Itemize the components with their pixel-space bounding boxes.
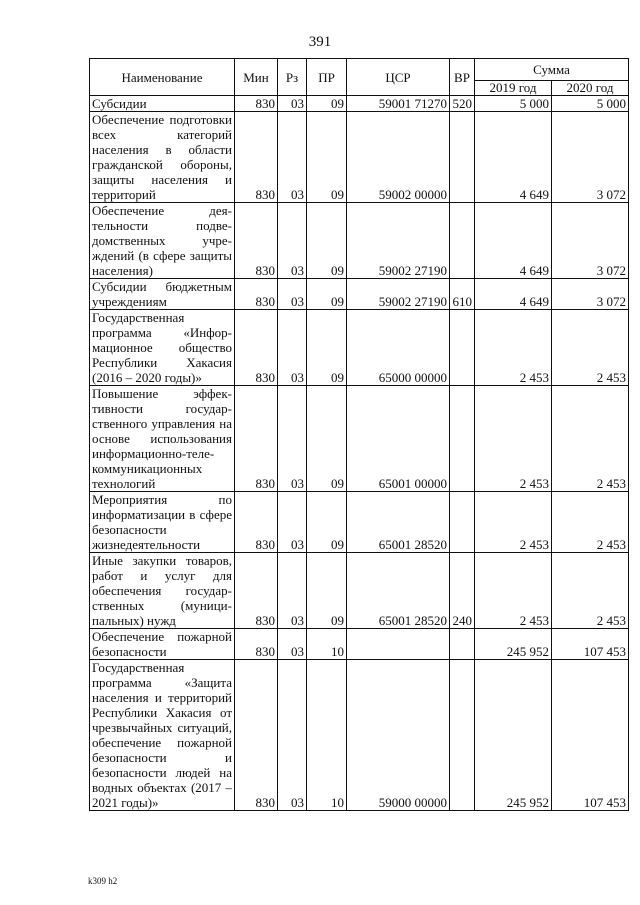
header-rz: Рз: [278, 59, 307, 96]
row-pr: 10: [307, 660, 347, 811]
row-sum-2020: 5 000: [552, 96, 629, 112]
row-vr: [450, 310, 475, 386]
row-name: Обеспечение подготовки всех категорий населения в области гражданской обороны, защиты населения и территорий: [90, 112, 235, 203]
row-pr: 09: [307, 386, 347, 492]
header-vr: ВР: [450, 59, 475, 96]
row-min: 830: [235, 660, 278, 811]
row-pr: 09: [307, 279, 347, 310]
row-sum-2019: 2 453: [475, 310, 552, 386]
row-vr: 240: [450, 553, 475, 629]
row-sum-2020: 3 072: [552, 203, 629, 279]
table-row: [90, 112, 629, 203]
row-csr: 65001 28520: [347, 492, 450, 553]
table-row: [90, 553, 629, 629]
row-min: 830: [235, 386, 278, 492]
row-name: Обеспечение деятельности подведомственных учреждений (в сфере защиты населения): [90, 203, 235, 279]
row-sum-2020: 2 453: [552, 492, 629, 553]
row-min: 830: [235, 96, 278, 112]
row-csr: [347, 629, 450, 660]
row-csr: 59002 27190: [347, 203, 450, 279]
row-rz: 03: [278, 96, 307, 112]
header-sum: Сумма: [475, 59, 629, 81]
row-rz: 03: [278, 629, 307, 660]
row-csr: 65000 00000: [347, 310, 450, 386]
row-vr: [450, 492, 475, 553]
row-csr: 59001 71270: [347, 96, 450, 112]
row-min: 830: [235, 553, 278, 629]
row-pr: 09: [307, 492, 347, 553]
row-rz: 03: [278, 279, 307, 310]
row-sum-2020: 107 453: [552, 629, 629, 660]
row-vr: 610: [450, 279, 475, 310]
row-rz: 03: [278, 203, 307, 279]
row-name: Государственная программа «Защита населения и территорий Республики Хакасия от чрезвычайных ситуаций, обеспечение пожарной безопасности и безопасности людей на водных объектах (2017 – 2021 годы)»: [90, 660, 235, 811]
row-min: 830: [235, 112, 278, 203]
budget-table: [89, 58, 629, 811]
row-vr: [450, 386, 475, 492]
header-min: Мин: [235, 59, 278, 96]
page-number: 391: [308, 34, 332, 50]
row-name: Иные закупки товаров, работ и услуг для обеспечения государственных (муниципальных) нужд: [90, 553, 235, 629]
header-year-2019: 2019 год: [475, 81, 552, 96]
row-sum-2020: 2 453: [552, 310, 629, 386]
row-name: Мероприятия по информатизации в сфере безопасности жизнедеятельности: [90, 492, 235, 553]
row-name: Субсидии: [90, 96, 235, 112]
row-vr: [450, 203, 475, 279]
row-sum-2020: 2 453: [552, 553, 629, 629]
row-sum-2019: 2 453: [475, 492, 552, 553]
row-vr: [450, 629, 475, 660]
row-name: Обеспечение пожарной безопасности: [90, 629, 235, 660]
row-sum-2019: 2 453: [475, 553, 552, 629]
table-row: [90, 279, 629, 310]
row-sum-2019: 245 952: [475, 660, 552, 811]
row-sum-2020: 3 072: [552, 112, 629, 203]
header-name: Наименование: [90, 59, 235, 96]
row-sum-2020: 3 072: [552, 279, 629, 310]
row-vr: [450, 660, 475, 811]
footer-code: k309 h2: [88, 876, 118, 886]
table-row: [90, 203, 629, 279]
header-csr: ЦСР: [347, 59, 450, 96]
table-row: [90, 660, 629, 811]
row-csr: 59002 27190: [347, 279, 450, 310]
table-row: [90, 386, 629, 492]
row-name: Повышение эффективности государственного управления на основе использования информационно-телекоммуникационных технологий: [90, 386, 235, 492]
row-sum-2019: 2 453: [475, 386, 552, 492]
row-sum-2019: 5 000: [475, 96, 552, 112]
row-pr: 09: [307, 96, 347, 112]
row-vr: 520: [450, 96, 475, 112]
row-rz: 03: [278, 310, 307, 386]
row-rz: 03: [278, 553, 307, 629]
row-rz: 03: [278, 386, 307, 492]
row-vr: [450, 112, 475, 203]
row-sum-2019: 245 952: [475, 629, 552, 660]
row-csr: 65001 00000: [347, 386, 450, 492]
row-pr: 10: [307, 629, 347, 660]
row-csr: 59002 00000: [347, 112, 450, 203]
row-sum-2019: 4 649: [475, 279, 552, 310]
row-pr: 09: [307, 310, 347, 386]
table-row: [90, 492, 629, 553]
row-sum-2019: 4 649: [475, 203, 552, 279]
row-csr: 59000 00000: [347, 660, 450, 811]
row-min: 830: [235, 629, 278, 660]
row-min: 830: [235, 203, 278, 279]
table-row: [90, 310, 629, 386]
row-csr: 65001 28520: [347, 553, 450, 629]
header-year-2020: 2020 год: [552, 81, 629, 96]
row-rz: 03: [278, 492, 307, 553]
row-rz: 03: [278, 112, 307, 203]
row-name: Субсидии бюджетным учреждениям: [90, 279, 235, 310]
row-pr: 09: [307, 553, 347, 629]
row-min: 830: [235, 310, 278, 386]
table-row: [90, 96, 629, 112]
row-pr: 09: [307, 203, 347, 279]
row-sum-2020: 2 453: [552, 386, 629, 492]
row-rz: 03: [278, 660, 307, 811]
row-sum-2019: 4 649: [475, 112, 552, 203]
row-name: Государственная программа «Информационное общество Республики Хакасия (2016 – 2020 годы)»: [90, 310, 235, 386]
header-pr: ПР: [307, 59, 347, 96]
row-min: 830: [235, 492, 278, 553]
row-sum-2020: 107 453: [552, 660, 629, 811]
table-row: [90, 629, 629, 660]
row-min: 830: [235, 279, 278, 310]
row-pr: 09: [307, 112, 347, 203]
